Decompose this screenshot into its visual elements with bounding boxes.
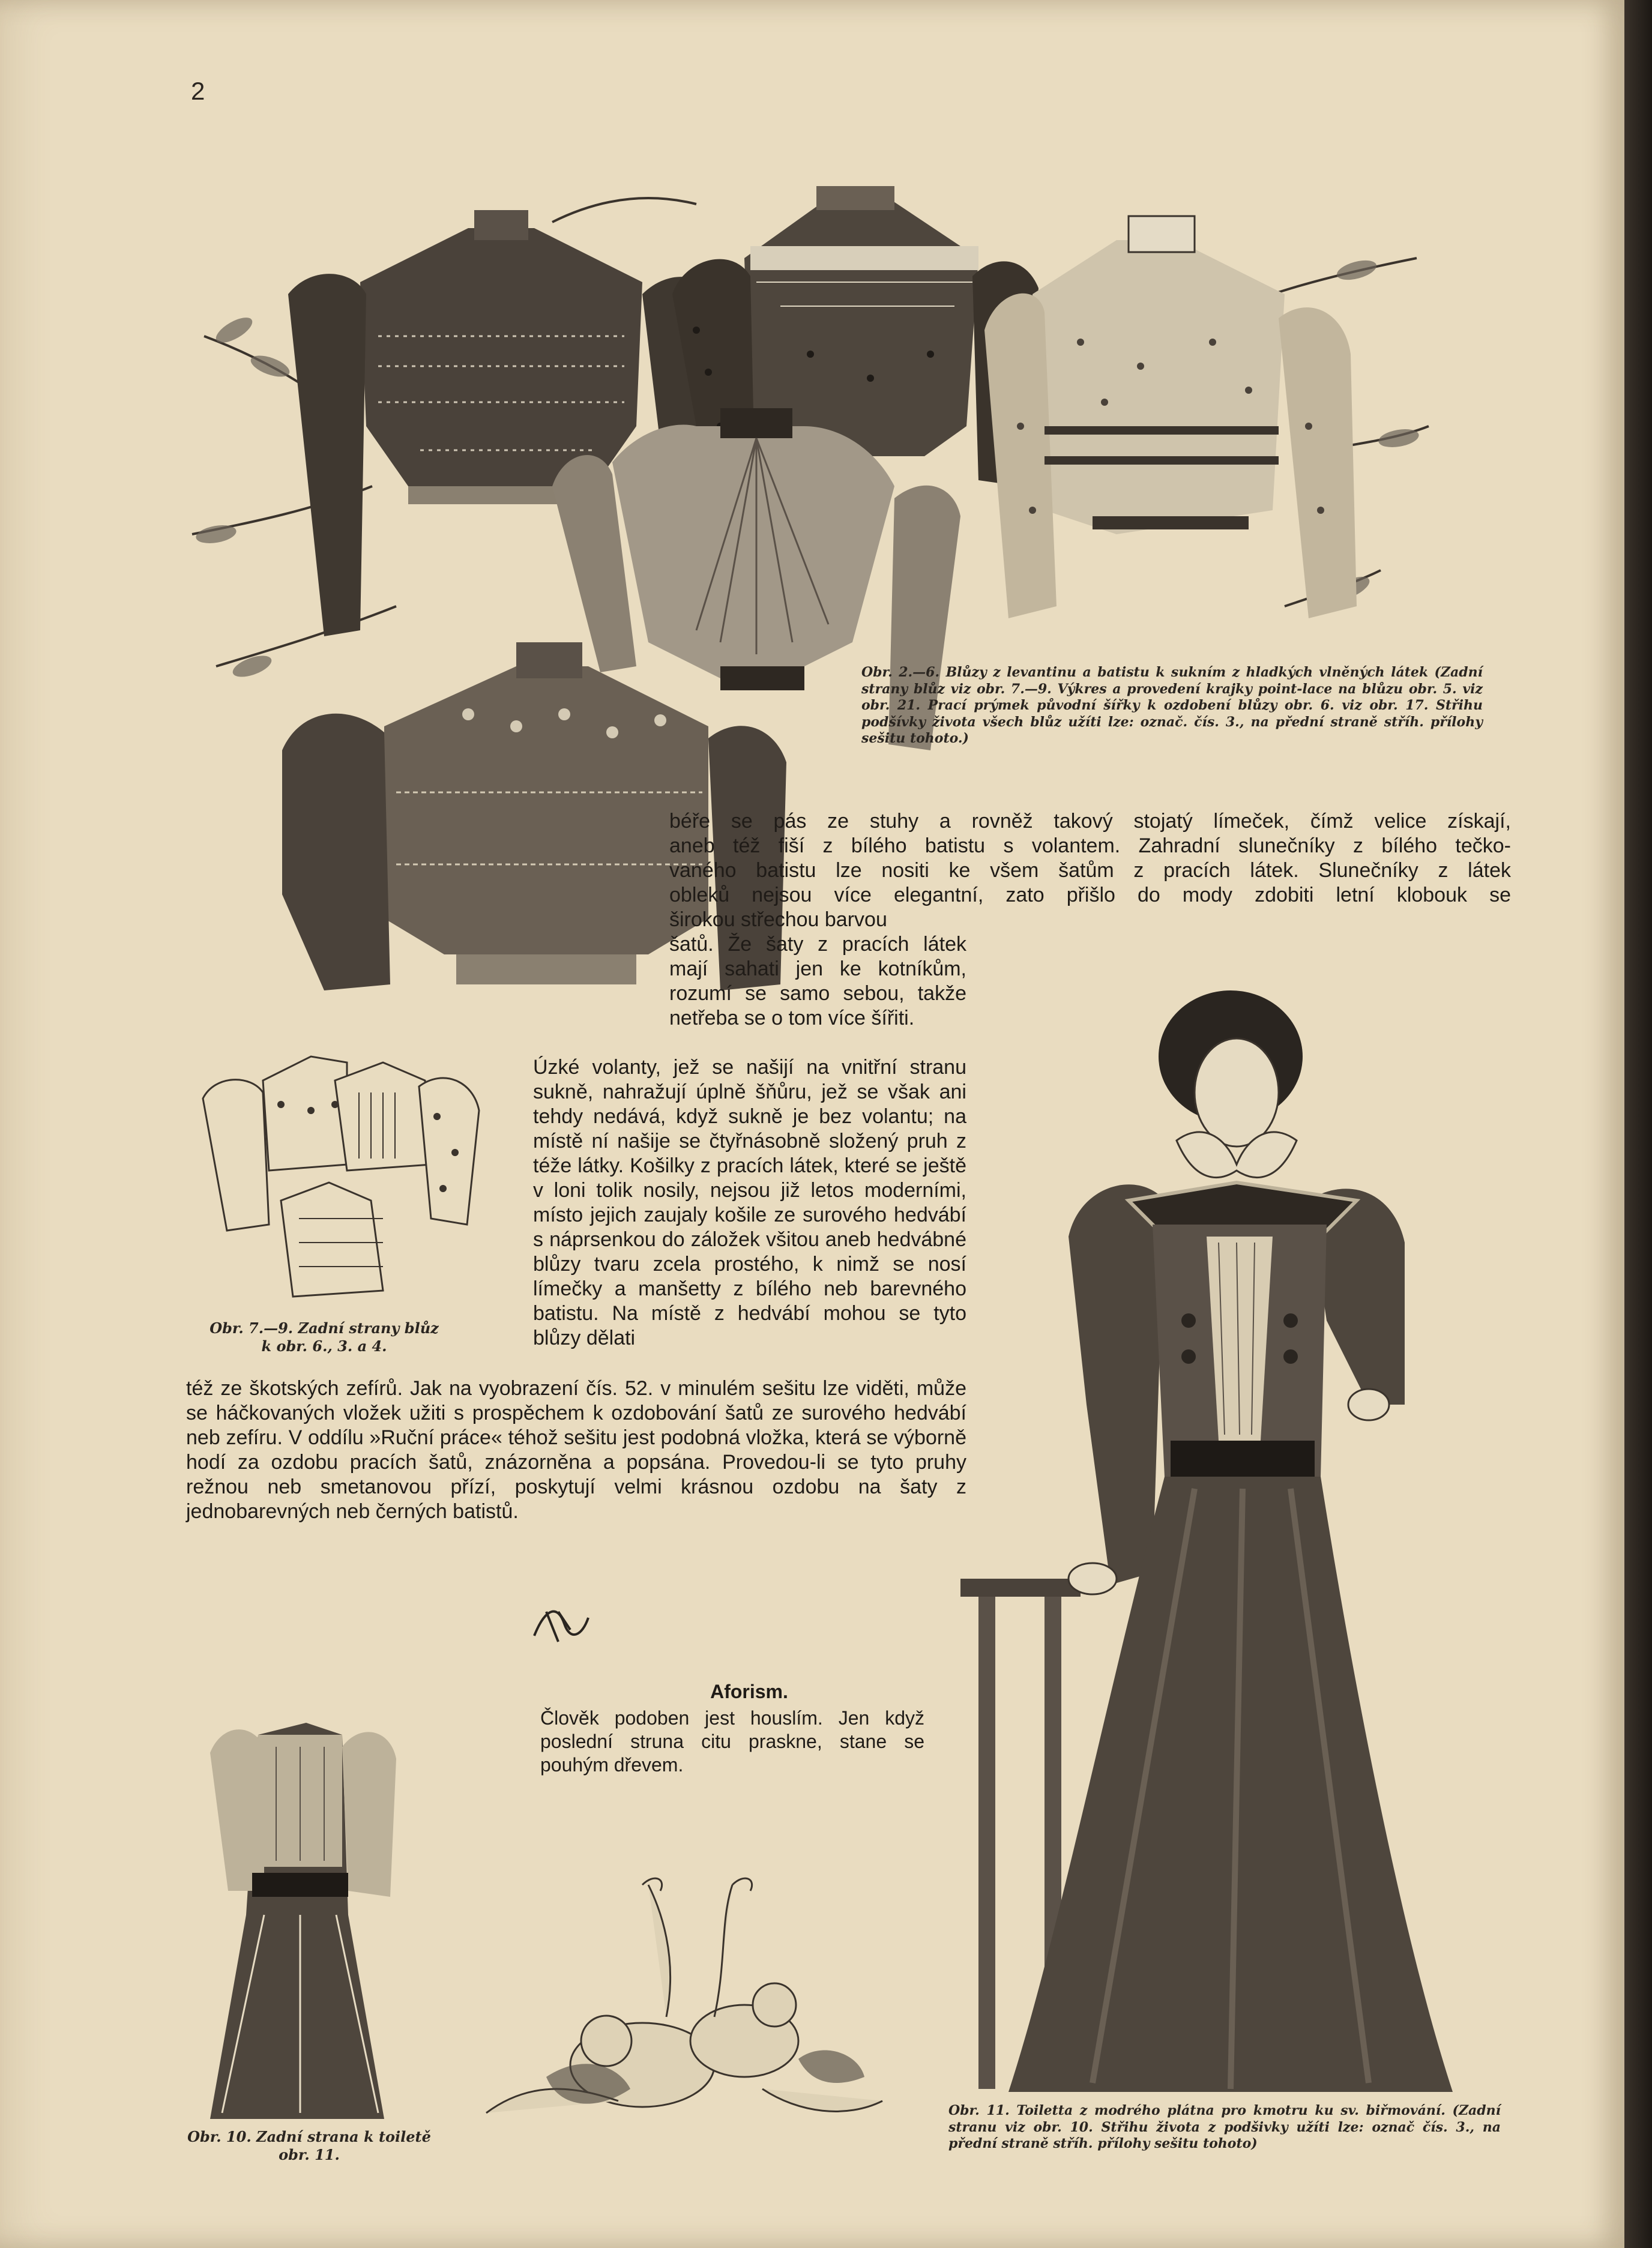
text-wide-bottom: též ze škotských zefírů. Jak na vyobrazení čís. 52. v minulém sešitu lze viděti, může se háčkovaných vložek užiti s prospěchem k ozdobování šatů ze surového hedvábí neb zefíru. V oddílu »Ruční práce« téhož sešitu jest podobná vložka, která se výborně hodí za ozdobu pracích šatů, znázorněna a popsána. Provedou-li se tyto pruhy režnou neb smetanovou přízí, poskytují velmi krásnou ozdobu na šaty z jednobarevných neb černých batistů. — [186, 1377, 966, 1523]
text-line: aneb též fiší z bílého batistu s volantem. Zahradní slunečníky z bílého tečko- — [669, 834, 1511, 857]
text-line: širokou střechou barvou — [669, 908, 887, 931]
cherubs-illustration — [462, 1861, 894, 2161]
text-line: béře se pás ze stuhy a rovněž takový stojatý límeček, čímž velice získají, — [669, 810, 1511, 833]
caption-back-toilette: Obr. 10. Zadní strana k toiletě obr. 11. — [187, 2128, 431, 2163]
caption-top: Obr. 2.—6. Blůzy z levantinu a batistu k sukním z hladkých vlněných látek (Zadní strany blůz viz obr. 7.—9. Výkres a provedení krajky point-lace na blůzu obr. 5. viz obr. 21. Prací prýmek původní šířky k ozdobení blůzy obr. 6. viz obr. 17. Střihu podšívky života všech blůz užíti lze: označ. čís. 3., na přední straně stříh. přílohy sešitu tohoto.) — [861, 664, 1483, 746]
text-top-block — [669, 809, 1511, 932]
caption-back-views: Obr. 7.—9. Zadní strany blůz k obr. 6., 3. a 4. — [210, 1319, 439, 1355]
caption-lady: Obr. 11. Toiletta z modrého plátna pro kmotru ku sv. biřmování. (Zadní stranu viz obr. 10. Střihu života z podšivky užíti lze: označ čís. 3., na přední straně stříh. přílohy sešitu tohoto) — [948, 2103, 1501, 2151]
text-line: vaného batistu lze nositi ke všem šatům z pracích látek. Slunečníky z látek — [669, 859, 1511, 882]
text-line: obleků nejsou více elegantní, zato přišlo do mody zdobiti letní klobouk se — [669, 884, 1511, 906]
text-narrow-b: Úzké volanty, jež se našijí na vnitřní stranu sukně, nahražují úplně šňůru, jež se však ani tehdy nedává, když sukně je bez volantu; na místě ní našije se čtyřnásobně složený pruh z téže látky. Košilky z pracích látek, které se ještě v loni tolik nosily, nejsou již letos moderními, místo jejich zaujaly košile ze surového hedvábí s náprsenkou do záložek všitou aneb hedvábné blůzy tvaru zcela prostého, k nimž se nosí límečky a manšetty z bílého neb barevného batistu. Na místě z hedvábí mohou se tyto blůzy dělati — [533, 1056, 966, 1349]
aphorism-title: Aforism. — [710, 1681, 788, 1702]
text-narrow-a: šatů. Že šaty z pracích látek mají sahati jen ke kotníkům, rozumí se samo sebou, takže netřeba se o tom více šířiti. — [669, 933, 966, 1029]
page-number: 2 — [191, 77, 205, 105]
book-edge — [1624, 0, 1652, 2248]
ornament-icon — [522, 1594, 594, 1654]
aphorism-text: Člověk podoben jest houslím. Jen když poslední struna citu praskne, stane se pouhým dřevem. — [540, 1707, 924, 1776]
back-views-illustration — [191, 1044, 491, 1309]
back-toilette-illustration — [186, 1699, 414, 2119]
lady-toilette-illustration — [936, 984, 1501, 2098]
